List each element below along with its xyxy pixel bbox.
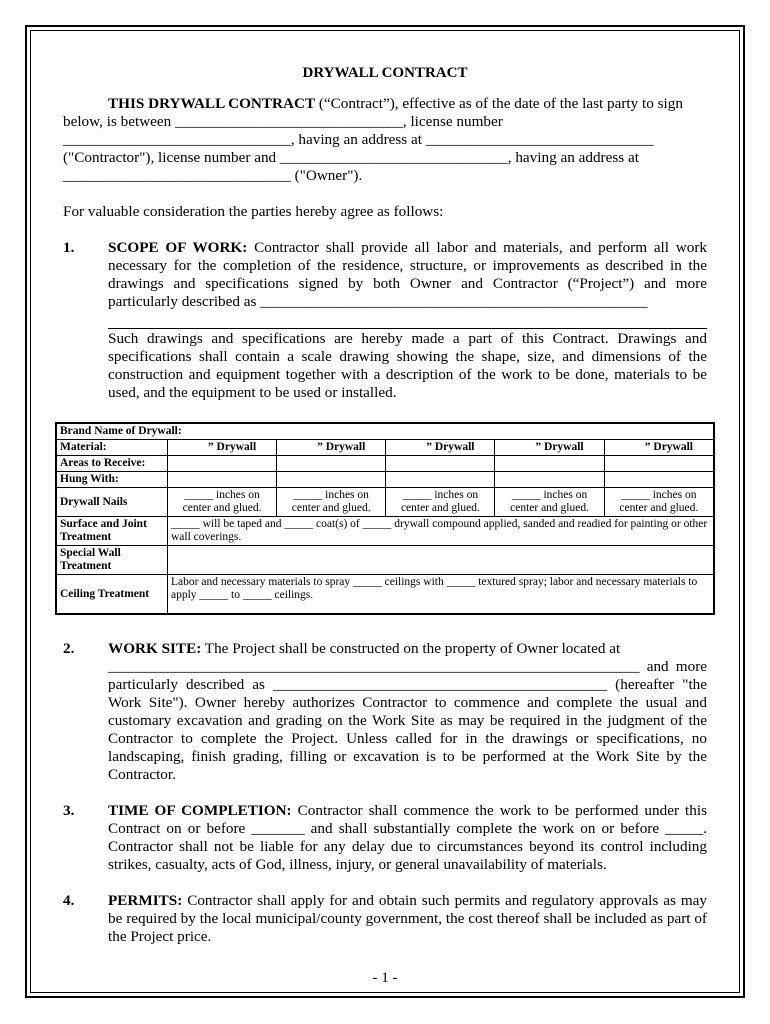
table-row	[56, 517, 714, 546]
drywall-col-4: ” Drywall	[495, 440, 604, 456]
nails-cell: _____ inches on center and glued.	[495, 488, 604, 517]
ceiling-text: Labor and necessary materials to spray _____ ceilings with _____ textured spray; labor and necessary materials to apply _____ to _____ ceilings.	[168, 575, 715, 615]
table-row	[56, 488, 714, 517]
intro-line1: (“Contract”), effective as of the date of the last party to sign	[315, 95, 683, 112]
consideration-text: For valuable consideration the parties hereby agree as follows:	[63, 203, 444, 220]
section-text: Contractor shall apply for and obtain such permits and regulatory approvals as may be required by the local municipal/county government, the cost thereof shall be included as part of the Project price.	[108, 892, 707, 945]
table-cell[interactable]	[277, 472, 386, 488]
section-text: Contractor shall provide all labor and materials, and perform all work necessary for the completion of the residence, structure, or improvements as described in the drawings and specifications signed by both Owner and Contractor (“Project”) and more particularly described as ___________________________________________________	[108, 239, 707, 310]
nails-cell: _____ inches on center and glued.	[386, 488, 495, 517]
table-cell[interactable]	[604, 456, 714, 472]
nails-label: Drywall Nails	[56, 488, 168, 517]
section-text: Such drawings and specifications are hereby made a part of this Contract. Drawings and specifications shall contain a scale drawing showing the shape, size, and dimensions of the construction and equipment together with a description of the work to be done, materials to be used, and the equipment to be used or installed.	[108, 330, 707, 401]
table-row	[56, 440, 714, 456]
section-2	[63, 640, 707, 784]
surface-text: _____ will be taped and _____ coat(s) of _____ drywall compound applied, sanded and readied for painting or other wall coverings.	[168, 517, 715, 546]
table-cell[interactable]	[495, 456, 604, 472]
drywall-col-3: ” Drywall	[386, 440, 495, 456]
brand-label: Brand Name of Drywall:	[56, 423, 714, 440]
section-number: 3.	[63, 802, 75, 819]
section-number: 4.	[63, 892, 75, 909]
intro-line2: below, is between ______________________________, license number	[63, 113, 503, 130]
table-row	[56, 546, 714, 575]
drywall-col-5: ” Drywall	[604, 440, 714, 456]
table-cell[interactable]	[495, 472, 604, 488]
table-cell[interactable]	[168, 456, 277, 472]
surface-label: Surface and Joint Treatment	[56, 517, 168, 546]
table-row	[56, 575, 714, 615]
intro-lead: THIS DRYWALL CONTRACT	[108, 95, 316, 112]
section-text: ______________________________________________________________________ and more particularly described as ____________________________________________ (hereafter "the Work Site"). Owner hereby authorizes Contractor to commence and complete the usual and customary excavation and grading on the Work Site as may be required in the judgment of the Contractor to complete the Project. Unless called for in the drawings or specifications, no landscaping, finish grading, filling or excavation is to be performed at the Work Site by the Contractor.	[108, 658, 707, 783]
intro-paragraph	[63, 95, 707, 113]
section-number: 2.	[63, 640, 75, 657]
areas-label: Areas to Receive:	[56, 456, 168, 472]
table-row	[56, 472, 714, 488]
drywall-spec-table	[55, 422, 715, 615]
material-label: Material:	[56, 440, 168, 456]
section-heading: PERMITS:	[108, 892, 183, 909]
table-row	[56, 423, 714, 440]
page-number: - 1 -	[372, 970, 398, 986]
nails-cell: _____ inches on center and glued.	[604, 488, 714, 517]
table-row	[56, 456, 714, 472]
drywall-col-2: ” Drywall	[277, 440, 386, 456]
section-1	[63, 239, 707, 402]
table-cell[interactable]	[168, 472, 277, 488]
nails-cell: _____ inches on center and glued.	[277, 488, 386, 517]
section-3	[63, 802, 707, 874]
section-heading: SCOPE OF WORK:	[108, 239, 248, 256]
table-cell[interactable]	[386, 472, 495, 488]
table-cell[interactable]	[168, 546, 715, 575]
table-cell[interactable]	[277, 456, 386, 472]
section-text: Contractor shall commence the work to be performed under this Contract on or before _______ and shall substantially complete the work on or before _____. Contractor shall not be liable for any delay due to circumstances beyond its control including strikes, casualty, acts of God, illness, injury, or general unavailability of materials.	[108, 802, 707, 873]
ceiling-label: Ceiling Treatment	[56, 575, 168, 615]
drywall-col-1: ” Drywall	[168, 440, 277, 456]
section-heading: TIME OF COMPLETION:	[108, 802, 292, 819]
table-cell[interactable]	[386, 456, 495, 472]
hung-label: Hung With:	[56, 472, 168, 488]
section-text: The Project shall be constructed on the property of Owner located at	[201, 640, 621, 657]
table-cell[interactable]	[604, 472, 714, 488]
intro-line4: ("Contractor"), license number and ______________________________, having an address at	[63, 149, 639, 166]
page-title: DRYWALL CONTRACT	[302, 65, 468, 81]
section-number: 1.	[63, 239, 75, 256]
section-4	[63, 892, 707, 946]
intro-line3: ______________________________, having an address at ______________________________	[63, 131, 654, 148]
intro-line5: ______________________________ ("Owner").	[63, 167, 363, 184]
nails-cell: _____ inches on center and glued.	[168, 488, 277, 517]
special-label: Special Wall Treatment	[56, 546, 168, 575]
blank-line	[108, 311, 707, 329]
section-heading: WORK SITE:	[108, 640, 202, 657]
